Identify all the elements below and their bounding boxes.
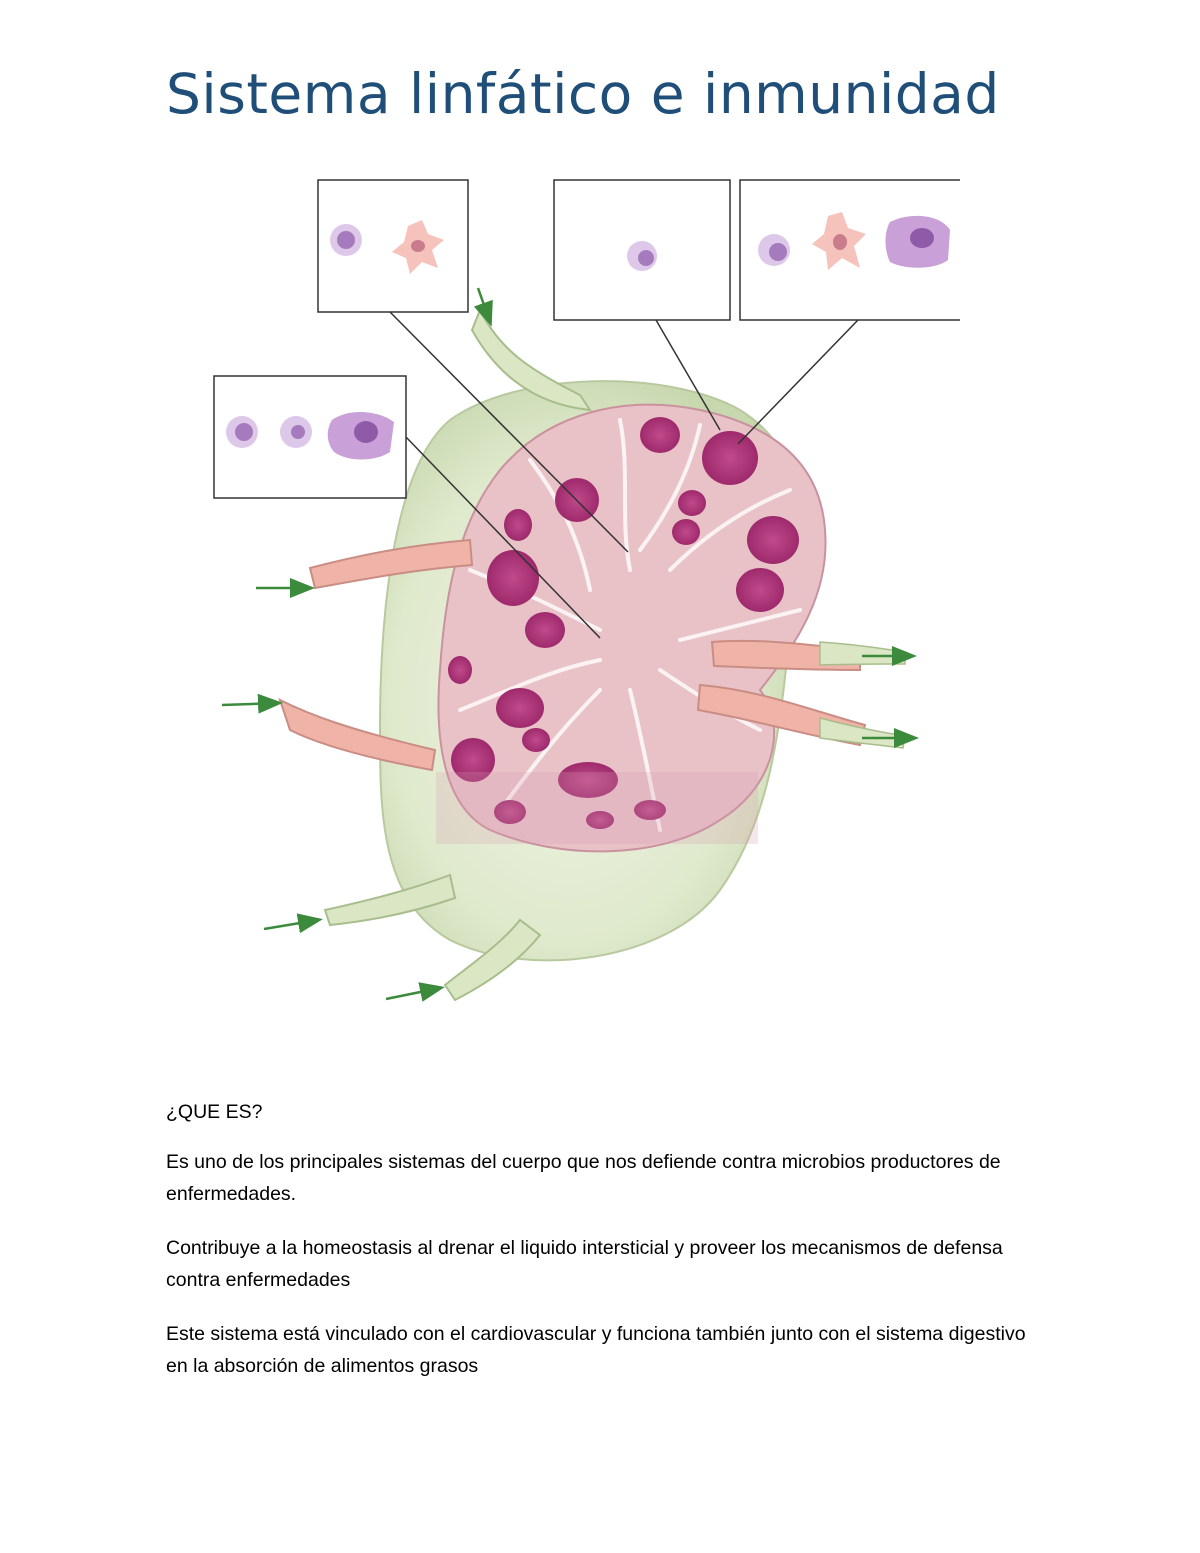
callout-box-3 <box>740 180 960 320</box>
paragraph-1: Es uno de los principales sistemas del cuerpo que nos defiende contra microbios productores de enfermedades. <box>166 1151 1001 1205</box>
callout-box-2 <box>554 180 730 320</box>
callout-box-4 <box>214 376 406 498</box>
page-title: Sistema linfático e inmunidad <box>166 62 1000 126</box>
callout-box-1 <box>318 180 468 312</box>
lymph-node-diagram <box>200 170 960 1030</box>
cut-band <box>436 772 758 844</box>
section-heading: ¿QUE ES? <box>166 1101 263 1123</box>
paragraph-2: Contribuye a la homeostasis al drenar el liquido intersticial y proveer los mecanismos de defensa contra enfermedades <box>166 1237 1003 1291</box>
paragraph-3: Este sistema está vinculado con el cardiovascular y funciona también junto con el sistema digestivo en la absorción de alimentos grasos <box>166 1323 1026 1377</box>
